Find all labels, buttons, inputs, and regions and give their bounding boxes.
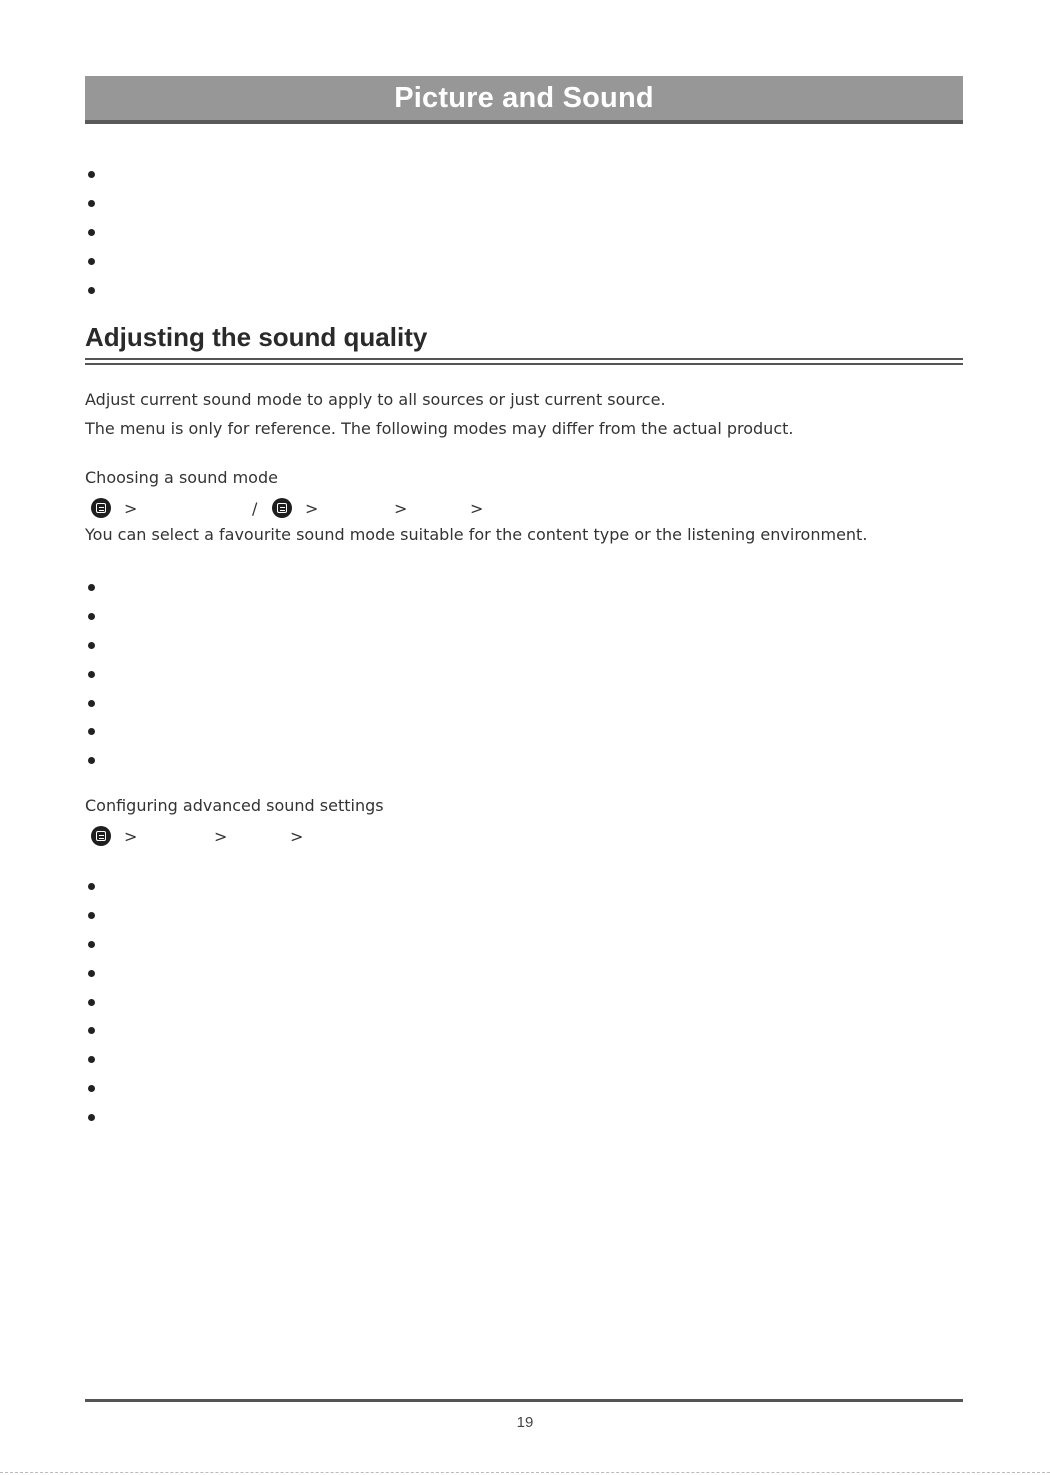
bullet-icon bbox=[88, 200, 95, 207]
menu-icon bbox=[91, 498, 111, 518]
path-separator: > bbox=[305, 498, 319, 518]
section-heading: Adjusting the sound quality bbox=[85, 322, 428, 352]
intro-line-2: The menu is only for reference. The following modes may differ from the actual product. bbox=[85, 419, 794, 438]
bullet-icon bbox=[88, 941, 95, 948]
section-divider bbox=[85, 358, 963, 365]
bullet-icon bbox=[88, 171, 95, 178]
menu-icon bbox=[272, 498, 292, 518]
footer-divider bbox=[85, 1399, 963, 1402]
advanced-subheading: Configuring advanced sound settings bbox=[85, 796, 384, 815]
path-separator: > bbox=[394, 498, 408, 518]
bullet-icon bbox=[88, 642, 95, 649]
intro-line-1: Adjust current sound mode to apply to all sources or just current source. bbox=[85, 390, 666, 409]
bullet-icon bbox=[88, 912, 95, 919]
page-header-bar bbox=[85, 76, 963, 124]
bullet-icon bbox=[88, 287, 95, 294]
bullet-icon bbox=[88, 883, 95, 890]
path-separator: > bbox=[214, 826, 228, 846]
bullet-icon bbox=[88, 671, 95, 678]
path-separator: / bbox=[252, 498, 258, 518]
bullet-icon bbox=[88, 970, 95, 977]
bullet-icon bbox=[88, 584, 95, 591]
bullet-icon bbox=[88, 1085, 95, 1092]
bullet-icon bbox=[88, 1056, 95, 1063]
page-edge-divider bbox=[0, 1472, 1050, 1474]
path-separator: > bbox=[470, 498, 484, 518]
sound-mode-menu-path bbox=[90, 497, 510, 519]
path-separator: > bbox=[124, 826, 138, 846]
page-title: Picture and Sound bbox=[394, 81, 654, 114]
path-separator: > bbox=[124, 498, 138, 518]
page-number: 19 bbox=[516, 1414, 534, 1431]
bullet-icon bbox=[88, 258, 95, 265]
advanced-menu-path bbox=[90, 825, 330, 847]
bullet-icon bbox=[88, 613, 95, 620]
bullet-icon bbox=[88, 1027, 95, 1034]
bullet-icon bbox=[88, 229, 95, 236]
sound-mode-description: You can select a favourite sound mode suitable for the content type or the listening environment. bbox=[85, 525, 868, 544]
bullet-icon bbox=[88, 1114, 95, 1121]
bullet-icon bbox=[88, 999, 95, 1006]
menu-icon bbox=[91, 826, 111, 846]
bullet-icon bbox=[88, 728, 95, 735]
sound-mode-subheading: Choosing a sound mode bbox=[85, 468, 278, 487]
bullet-icon bbox=[88, 757, 95, 764]
bullet-icon bbox=[88, 700, 95, 707]
path-separator: > bbox=[290, 826, 304, 846]
